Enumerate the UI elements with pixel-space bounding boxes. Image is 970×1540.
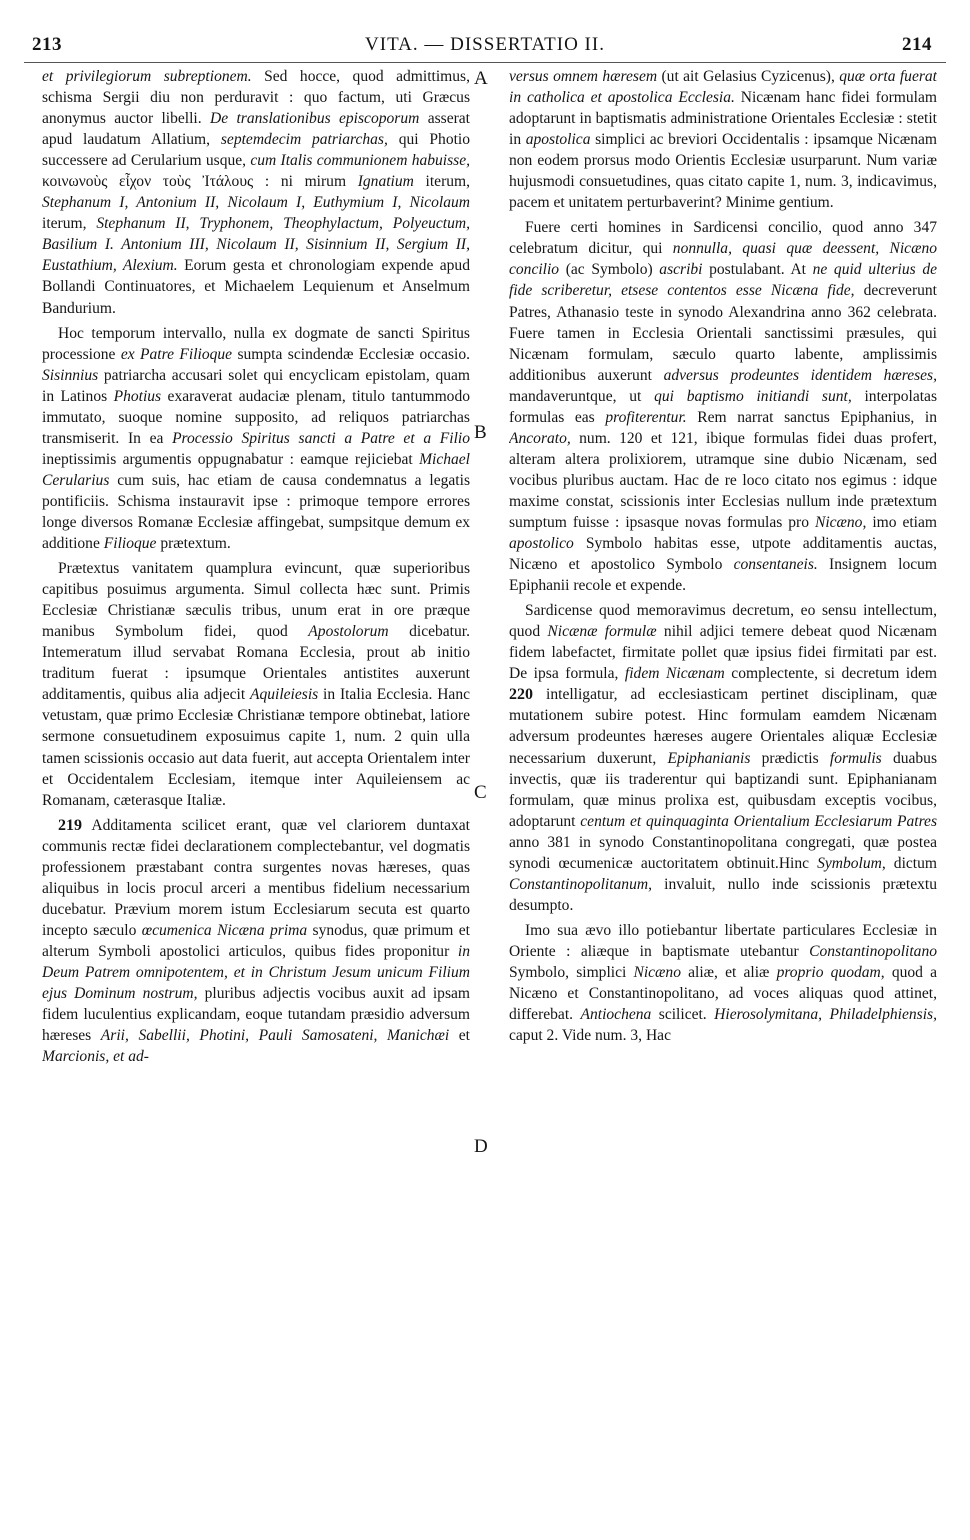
text-run: prædictis: [750, 749, 830, 767]
paragraph: [42, 558, 470, 811]
page-header: [24, 26, 946, 63]
text-run: Hoc temporum intervallo, nulla ex dogmate de sancti Spiritus processione: [42, 324, 470, 363]
italic-run: Constantinopolitano: [809, 942, 937, 960]
italic-run: Sisinnius: [42, 366, 99, 384]
paragraph: [42, 323, 470, 555]
italic-run: Symbolum,: [817, 854, 886, 872]
italic-run: Ignatium: [357, 173, 414, 191]
italic-run: septemdecim patriarchas,: [220, 131, 388, 149]
text-run: Sed hocce, quod admittimus, schisma Sergii diu non perduravit : quo factum, uti Græcus anonymus auctor libelli.: [42, 68, 470, 128]
italic-run: œcumenica Nicæna prima: [141, 921, 308, 939]
text-run: Rem narrat sanctus Epiphanius, in: [686, 408, 937, 426]
page-number-left: 213: [32, 34, 62, 55]
page-number-right: 214: [902, 34, 932, 55]
italic-run: ascribi: [659, 261, 703, 279]
text-run: Symbolo habitas esse, utpote additamentis auctas, Nicæno et apostolico Symbolo: [509, 535, 937, 574]
text-run: interpolatas formulas eas: [509, 387, 937, 426]
text-run: Fuere certi homines in Sardicensi concilio, quod anno 347 celebratum dicitur, qui: [509, 219, 937, 258]
italic-run: Photius: [113, 387, 162, 405]
text-run: simplici ac breviori Occidentalis : ipsamque Nicænam non eodem prorsus modo Orientis Ecclesiæ usurparunt. Num variæ hujusmodi consuetudines, quas citato capite 1, num. 3, indicavimus, pacem et unitatem perturbaverint? Minime gentium.: [509, 131, 937, 212]
italic-run: Nicæno,: [814, 513, 867, 531]
italic-run: Hierosolymitana, Philadelphiensis,: [714, 1006, 937, 1024]
text-run: Eorum gesta et chronologiam expende apud Bollandi Continuatores, et Michaelem Lequienum et Anselmum Bandurium.: [42, 257, 470, 317]
text-run: κοινωνοὺς εἶχον τοὺς Ἰτάλους : ni mirum: [42, 173, 358, 191]
italic-run: Aquileiesis: [249, 686, 319, 704]
text-run: et: [449, 1027, 470, 1045]
text-run: caput 2. Vide num. 3, Hac: [509, 1027, 671, 1045]
italic-run: formulis: [829, 749, 882, 767]
text-run: Imo sua ævo illo potiebantur libertate particulares Ecclesiæ in Oriente : aliæque in baptismate utebantur: [509, 921, 937, 960]
italic-run: Arii, Sabellii, Photini, Pauli Samosateni, Manichæi: [100, 1027, 450, 1045]
paragraph: [509, 600, 937, 916]
italic-run: apostolico: [509, 535, 574, 553]
paragraph: [509, 217, 937, 596]
text-run: Symbolo, simplici: [509, 963, 634, 981]
italic-run: ne quid ulterius de fide scriberetur, etsese contentos esse Nicæna fide,: [509, 261, 937, 300]
text-run: cum suis, hac etiam de causa condemnatus a legatis pontificiis. Schisma instauravit ipse : primoque tempore errores longe diversos Romanæ Ecclesiæ affingebat, sumpsitque demum ex additione: [42, 471, 470, 553]
text-run: (ut ait Gelasius Cyzicenus),: [657, 68, 840, 85]
text-run: anno 381 in synodo Constantinopolitana congregati, quæ postea synodi œcumenicæ auctoritatem obtinuit.Hinc: [509, 833, 937, 872]
italic-run: Nicæno: [633, 963, 681, 981]
italic-run: quæ orta fuerat in catholica et apostolica Ecclesia.: [509, 68, 937, 107]
text-run: patriarcha accusari solet qui encyclicam epistolam, quam in Latinos: [42, 366, 470, 405]
italic-run: in Deum Patrem omnipotentem, et in Christum Jesum unicum Filium ejus Dominum nostrum,: [42, 942, 470, 1003]
paragraph: [42, 815, 470, 1068]
right-column: [509, 66, 937, 1526]
italic-run: Antiochena: [580, 1006, 652, 1024]
italic-run: Nicænæ formulæ: [547, 623, 657, 641]
italic-run: proprio quodam,: [776, 963, 885, 981]
paragraph-text: [509, 602, 937, 682]
italic-run: Stephanum II, Tryphonem, Theophylactum, Polyeuctum, Basilium I. Antonium III, Nicolaum II, Sisinnium II, Sergium II, Eustathium, Alexium.: [42, 215, 470, 275]
italic-run: Apostolorum: [308, 623, 389, 641]
margin-marker-d: D: [474, 1136, 488, 1157]
text-run: sumpta scindendæ Ecclesiæ occasio.: [232, 345, 470, 363]
text-run: postulabant. At: [702, 261, 813, 279]
italic-run: Filioque: [103, 535, 157, 553]
running-title: VITA. — DISSERTATIO II.: [365, 34, 605, 55]
italic-run: consentaneis.: [733, 556, 818, 574]
italic-run: Marcionis, et ad-: [42, 1048, 149, 1066]
text-run: iterum,: [42, 215, 97, 233]
text-run: Prætextus vanitatem quamplura evincunt, quæ superioribus capitibus posuimus argumenta. Simul collecta hæc sunt. Primis Ecclesiæ Christianæ sæculis tribus, unum erat in ore præque manibus Symbolum fidei, quod: [42, 560, 470, 641]
italic-run: Processio Spiritus sancti a Patre et a Filio: [172, 429, 470, 447]
italic-run: Constantinopolitanum,: [509, 875, 652, 893]
text-run: mandaveruntque, ut: [509, 387, 655, 405]
text-run: dictum: [885, 854, 937, 872]
text-run: Additamenta scilicet erant, quæ vel clariorem duntaxat communis rectæ fidei declarationem complectebantur, vel dogmatis professionem præstabant contra surgentes novas hæreses, quas aliquibus in locis procul arceri a mentibus fidelium necessarium ducebatur. Prævium morem istum Ecclesiarum secuta est quarto incepto sæculo: [42, 816, 470, 939]
italic-run: versus omnem hæresem: [509, 68, 658, 85]
text-run: iterum,: [413, 173, 470, 191]
italic-run: centum et quinquaginta Orientalium Ecclesiarum Patres: [580, 812, 937, 830]
italic-run: fidem Nicænam: [624, 665, 725, 683]
paragraph: [509, 66, 937, 213]
italic-run: et privilegiorum subreptionem.: [42, 68, 252, 85]
section-number: 219: [58, 816, 82, 834]
italic-run: cum Italis communionem habuisse,: [250, 152, 470, 170]
text-run: Insignem locum Epiphanii recole et expende.: [509, 556, 937, 595]
text-run: invaluit, nullo inde scissionis prætextu desumpto.: [509, 875, 937, 914]
text-run: Sardicense quod memoravimus decretum, eo sensu intellectum, quod: [509, 602, 937, 641]
italic-run: De translationibus episcoporum: [210, 110, 420, 128]
paragraph: [509, 920, 937, 1046]
text-run: imo etiam: [866, 513, 937, 531]
text-run: intelligatur, ad ecclesiasticam pertinet disciplinam, quæ mutationem subire potest. Hinc formulam eamdem Nicænam adversum prodeuntes hæreses augere Orientales aliquæ Ecclesiæ necessarium duxerunt,: [509, 686, 937, 767]
italic-run: nonnulla, quasi quæ deessent, Nicæno concilio: [509, 240, 937, 279]
italic-run: qui baptismo initiandi sunt,: [654, 387, 852, 405]
text-run: synodus, quæ primum et alterum Symboli apostolici articulos, quibus fides proponitur: [42, 921, 470, 960]
italic-run: Ancorato,: [509, 429, 571, 447]
italic-run: Epiphanianis: [667, 749, 751, 767]
text-run: scilicet.: [651, 1006, 715, 1024]
paragraph-text: [509, 686, 937, 913]
text-run: complectente, si decretum idem: [724, 665, 937, 683]
text-run: num. 120 et 121, ibique formulas fidei duas profert, alteram altera prolixiorem, utramque sine dubio Nicænam, sed vocibus pluribus auctam. Hac de re loco citato nos egimus : idque maxime constat, scissionis inter Ecclesias nullum inde prætextum sumptum fuisse : ipsasque novas formulas pro: [509, 429, 937, 531]
text-run: qui Photio successere ad Cerularium usque,: [42, 131, 470, 170]
text-run: aliæ, et aliæ: [680, 963, 777, 981]
text-run: exaraverat audaciæ plenam, titulo tantummodo immutato, suoque nomine supposito, ad reliquos patriarchas transmiserit. In ea: [42, 387, 470, 447]
italic-run: profiterentur.: [605, 408, 687, 426]
margin-marker-b: B: [474, 422, 487, 443]
text-run: nihil adjici temere debeat quod Nicænam fidem labefactet, firmitate pollet quæ ipsius fidei firmitati par est. De ipsa formula,: [509, 623, 937, 683]
margin-marker-a: A: [474, 68, 488, 89]
text-run: ineptissimis argumentis oppugnabatur : eamque rejiciebat: [42, 450, 420, 468]
text-run: (ac Symbolo): [559, 261, 660, 279]
section-number: 220: [509, 686, 533, 704]
text-run: prætextum.: [156, 535, 231, 553]
text-run: quod a Nicæno et Constantinopolitano, ad voces aliquas quod attinet, differebat.: [509, 963, 937, 1024]
italic-run: adversus prodeuntes identidem hæreses,: [663, 366, 937, 384]
text-run: decreverunt Patres, Athanasio teste in synodo Alexandrina anno 362 celebrata. Fuere tamen in Ecclesia Orientali sanctissimi præsules, qui Nicænam formulam, sæculo quarto labente, amplissimis additionibus auxerunt: [509, 282, 937, 384]
left-column: [42, 66, 470, 1526]
text-run: pluribus adjectis vocibus auxit ad ipsam fidem luculentius explicandam, eoque tutandam præsidio adversum hæreses: [42, 985, 470, 1045]
paragraph-text: [42, 817, 470, 1066]
text-run: asserat apud laudatum Allatium,: [42, 110, 470, 149]
text-run: in Italia Ecclesia. Hanc vetustam, quæ primo Ecclesiæ Christianæ tempore obtinebat, latiore sermone consuetudinem exposuimus capite 1, num. 2 quin ulla tamen scissionis occasio aut data fuerit, aut accepta Orientalem inter et Occidentalem Ecclesiam, itemque inter Aquileiensem ac Romanam, cæterasque Italiæ.: [42, 686, 470, 809]
margin-marker-c: C: [474, 782, 487, 803]
italic-run: Michael Cerularius: [42, 450, 470, 489]
text-run: Nicænam hanc fidei formulam adoptarunt in baptismatis administratione Orientales Ecclesiæ : stetit in: [509, 89, 937, 149]
italic-run: ex Patre Filioque: [120, 345, 233, 363]
text-run: dicebatur. Intemeratum illud servabat Romana Ecclesia, prout ab initio traditum fuerat : ipsumque Orientales antistites auxerunt additamentis, quibus alia adjecit: [42, 623, 470, 704]
text-run: duabus invectis, quæ iis traderentur qui baptizandi sunt. Epiphanianam formulam, quæ minus prolixa est, quibusdam exceptis vocibus, adoptarunt: [509, 749, 937, 830]
italic-run: Stephanum I, Antonium II, Nicolaum I, Euthymium I, Nicolaum: [42, 194, 470, 212]
paragraph: [42, 66, 470, 319]
italic-run: apostolica: [525, 131, 591, 149]
